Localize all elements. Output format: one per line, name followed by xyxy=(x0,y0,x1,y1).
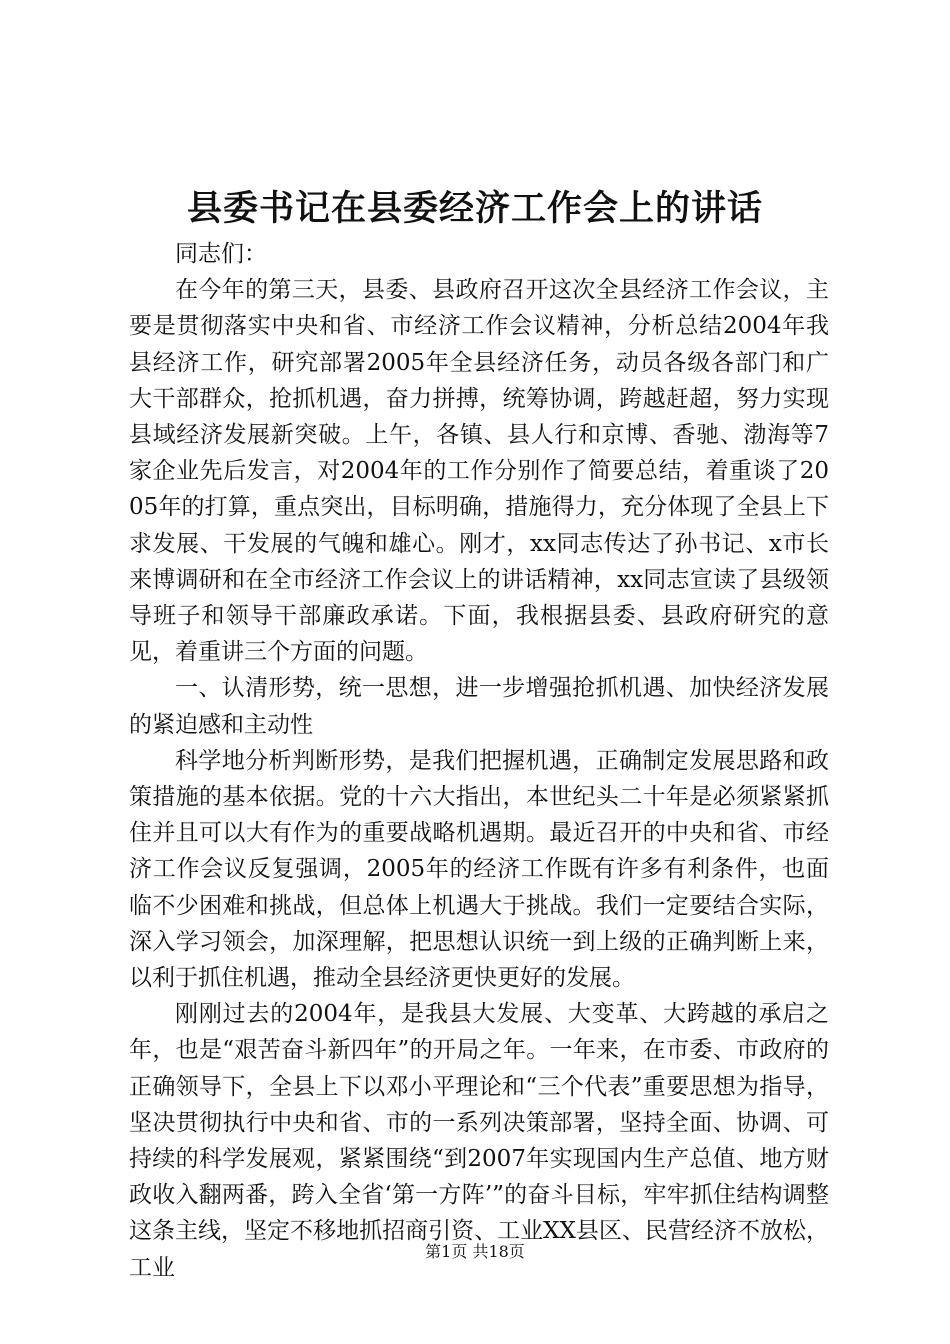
body-paragraph: 刚刚过去的2004年，是我县大发展、大变革、大跨越的承启之年，也是“艰苦奋斗新四年”的开局之年。一年来，在市委、市政府的正确领导下，全县上下以邓小平理论和“三个代表”重要思想为指导，坚决贯彻执行中央和省、市的一系列决策部署，坚持全面、协调、可持续的科学发展观，紧紧围绕“到2007年实现国内生产总值、地方财政收入翻两番，跨入全省‘第一方阵’”的奋斗目标，牢牢抓住结构调整这条主线，坚定不移地抓招商引资、工业XX县区、民营经济不放松，工业 xyxy=(129,1001,829,1281)
body-paragraph: 科学地分析判断形势，是我们把握机遇，正确制定发展思路和政策措施的基本依据。党的十六大指出，本世纪头二十年是必须紧紧抓住并且可以大有作为的重要战略机遇期。最近召开的中央和省、市经济工作会议反复强调，2005年的经济工作既有许多有利条件，也面临不少困难和挑战，但总体上机遇大于挑战。我们一定要结合实际，深入学习领会，加深理解，把思想认识统一到上级的正确判断上来，以利于抓住机遇，推动全县经济更快更好的发展。 xyxy=(129,747,829,992)
document-body xyxy=(129,236,829,1286)
salutation-paragraph: 同志们： xyxy=(175,241,267,267)
page-number-footer: 第1页 共18页 xyxy=(425,1242,525,1261)
document-title: 县委书记在县委经济工作会上的讲话 xyxy=(186,188,763,229)
section-heading: 一、认清形势，统一思想，进一步增强抢抓机遇、加快经济发展的紧迫感和主动性 xyxy=(129,675,829,738)
intro-paragraph: 在今年的第三天，县委、县政府召开这次全县经济工作会议，主要是贯彻落实中央和省、市经济工作会议精神，分析总结2004年我县经济工作，研究部署2005年全县经济任务，动员各级各部门和广大干部群众，抢抓机遇，奋力拼搏，统筹协调，跨越赶超，努力实现县域经济发展新突破。上午，各镇、县人行和京博、香驰、渤海等7家企业先后发言，对2004年的工作分别作了简要总结，着重谈了2005年的打算，重点突出，目标明确，措施得力，充分体现了全县上下求发展、干发展的气魄和雄心。刚才，xx同志传达了孙书记、x市长来博调研和在全市经济工作会议上的讲话精神，xx同志宣读了县级领导班子和领导干部廉政承诺。下面，我根据县委、县政府研究的意见，着重讲三个方面的问题。 xyxy=(129,277,829,666)
